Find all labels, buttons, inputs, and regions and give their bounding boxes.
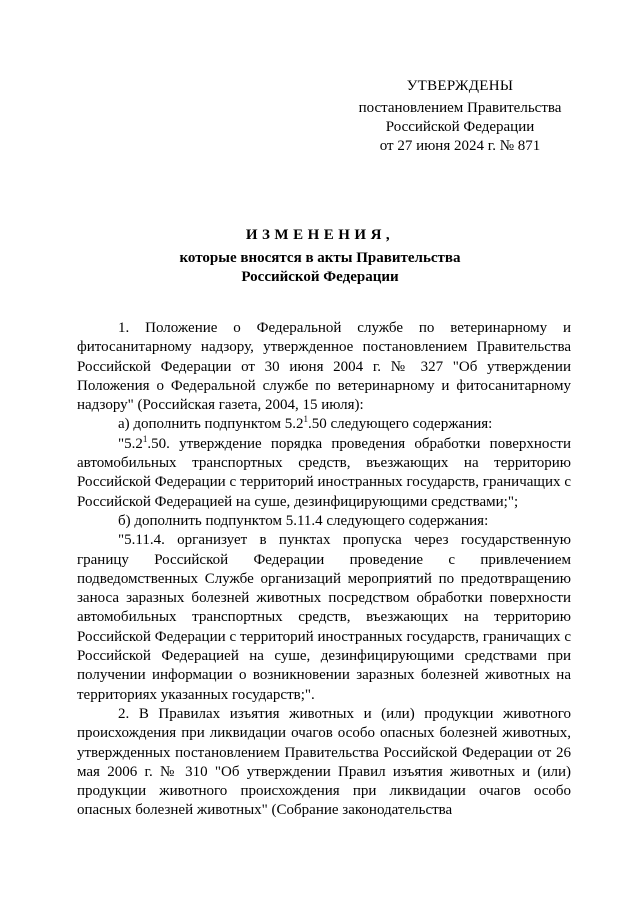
paragraph-3-text-end: .50. утверждение порядка проведения обработки поверхности автомобильных транспортных средств, въезжающих на территорию Российской Федерации с территорий иностранных государств, граничащих с Российской Федерацией на суше, дезинфицирующими средствами;"; (77, 435, 571, 510)
paragraph-2-superscript: 1 (303, 414, 308, 425)
paragraph-3-text-start: "5.2 (118, 435, 143, 452)
paragraph-2-text-start: а) дополнить подпунктом 5.2 (118, 416, 304, 433)
document-body (77, 319, 571, 821)
paragraph-6: 2. В Правилах изъятия животных и (или) продукции животного происхождения при ликвидации очагов особо опасных болезней животных, утвержденных постановлением Правительства Российской Федерации от 26 мая 2006 г. № 310 "Об утверждении Правил изъятия животных и (или) продукции животного происхождения при ликвидации очагов особо опасных болезней животных" (Собрание законодательства (77, 705, 571, 819)
paragraph-3-superscript: 1 (142, 433, 148, 444)
approval-line-3: от 27 июня 2024 г. № 871 (379, 138, 541, 154)
approval-line-1: постановлением Правительства (358, 100, 562, 116)
paragraph-1: 1. Положение о Федеральной службе по ветеринарному и фитосанитарному надзору, утвержденное постановлением Правительства Российской Федерации от 30 июня 2004 г. № 327 "Об утверждении Положения о Федеральной службе по ветеринарному и фитосанитарному надзору" (Российская газета, 2004, 15 июля): (77, 320, 571, 414)
approval-heading: УТВЕРЖДЕНЫ (406, 78, 514, 94)
paragraph-4: б) дополнить подпунктом 5.11.4 следующего содержания: (118, 512, 489, 529)
paragraph-3 (77, 435, 571, 512)
document-subtitle-line-2: Российской Федерации (241, 269, 399, 285)
paragraph-2-text-end: .50 следующего содержания: (308, 416, 493, 433)
approval-block (340, 77, 580, 156)
approval-line-2: Российской Федерации (385, 119, 535, 135)
document-subtitle-line-1: которые вносятся в акты Правительства (179, 250, 461, 266)
document-title: ИЗМЕНЕНИЯ, (245, 227, 395, 243)
paragraph-5: "5.11.4. организует в пунктах пропуска через государственную границу Российской Федерации проведение с привлечением подведомственных Службе организаций мероприятий по предотвращению заноса заразных болезней животных посредством обработки поверхности автомобильных транспортных средств, въезжающих на территорию Российской Федерации с территорий иностранных государств, граничащих с Российской Федерацией на суше, дезинфицирующими средствами при получении информации о возникновении заразных болезней животных на территориях указанных государств;". (77, 532, 571, 703)
document-heading (0, 226, 640, 287)
paragraph-2 (77, 415, 571, 434)
